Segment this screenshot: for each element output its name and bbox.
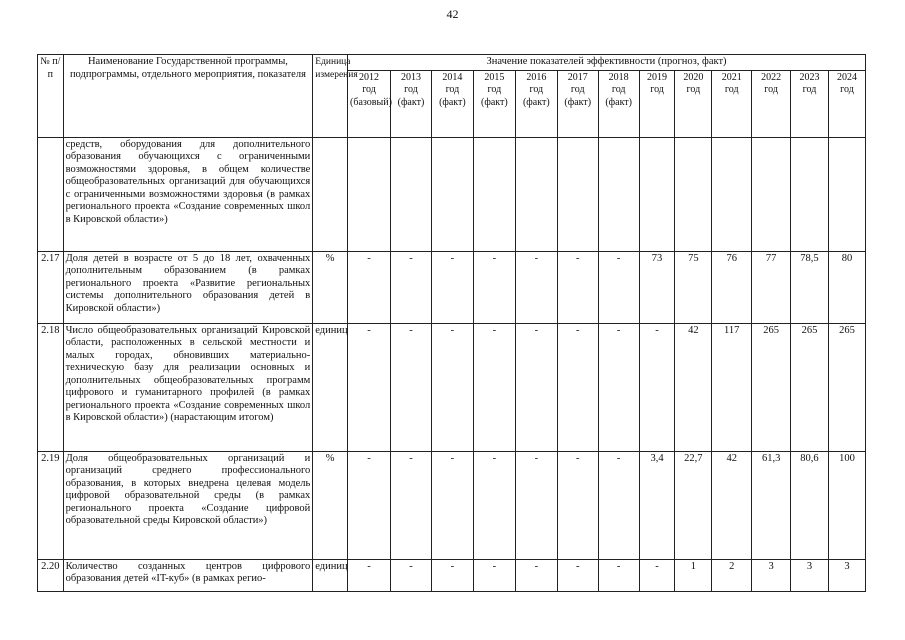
value-cell: -: [348, 251, 391, 323]
year-year: 2021: [721, 71, 742, 83]
value-cell: [473, 137, 515, 251]
unit-cell: единиц: [313, 323, 348, 451]
year-year: 2018: [608, 71, 629, 83]
year-sub: год: [802, 84, 817, 95]
value-cell: 80,6: [791, 451, 829, 559]
indicator-name: средств, оборудования для дополнительного образования обучающихся с ограниченными возможностями здоровья, в общем количестве общеобразовательных организаций для обучающихся с ограниченными возможностями здоровья (в рамках регионального проекта «Создание современных школ в Кировской области»): [63, 137, 313, 251]
year-year: 2013: [400, 71, 421, 83]
value-cell: [639, 137, 675, 251]
value-cell: -: [473, 451, 515, 559]
row-number: [38, 137, 64, 251]
year-header-7: [639, 70, 675, 137]
value-cell: -: [639, 323, 675, 451]
value-cell: -: [598, 323, 639, 451]
table-row: [38, 251, 866, 323]
row-number: 2.17: [38, 251, 64, 323]
year-year: 2020: [683, 71, 704, 83]
year-header-4: [515, 70, 557, 137]
row-number: 2.18: [38, 323, 64, 451]
year-header-1: [391, 70, 432, 137]
unit-cell: %: [313, 251, 348, 323]
year-sub: год: [840, 84, 854, 95]
table-row: [38, 451, 866, 559]
value-cell: -: [391, 559, 432, 591]
year-year: 2024: [836, 71, 857, 83]
value-cell: [791, 137, 829, 251]
page-number: 42: [446, 7, 459, 21]
value-cell: [675, 137, 712, 251]
header-unit: Единица измерения: [313, 55, 348, 138]
value-cell: -: [473, 559, 515, 591]
year-sub: год: [686, 84, 701, 95]
value-cell: 3,4: [639, 451, 675, 559]
year-header-2: [431, 70, 473, 137]
header-values: Значение показателей эффективности (прогноз, факт): [348, 55, 866, 71]
value-cell: -: [391, 451, 432, 559]
value-cell: -: [391, 323, 432, 451]
year-year: 2022: [761, 71, 782, 83]
value-cell: 78,5: [791, 251, 829, 323]
value-cell: -: [348, 559, 391, 591]
value-cell: -: [557, 559, 598, 591]
value-cell: -: [431, 251, 473, 323]
year-note: (факт): [481, 96, 508, 108]
value-cell: -: [431, 451, 473, 559]
year-header-12: [828, 70, 865, 137]
value-cell: -: [473, 323, 515, 451]
indicators-table: [37, 54, 866, 592]
value-cell: 42: [712, 451, 752, 559]
year-year: 2012: [359, 71, 380, 83]
year-header-9: [712, 70, 752, 137]
year-header-11: [791, 70, 829, 137]
row-number: 2.20: [38, 559, 64, 591]
value-cell: 77: [752, 251, 791, 323]
value-cell: -: [598, 251, 639, 323]
value-cell: 265: [791, 323, 829, 451]
value-cell: [712, 137, 752, 251]
value-cell: -: [557, 323, 598, 451]
header-num: № п/п: [38, 55, 64, 138]
value-cell: [431, 137, 473, 251]
year-sub: год: [445, 84, 460, 95]
value-cell: 80: [828, 251, 865, 323]
value-cell: -: [515, 323, 557, 451]
value-cell: 3: [828, 559, 865, 591]
value-cell: -: [391, 251, 432, 323]
header-name: Наименование Государственной программы, подпрограммы, отдельного мероприятия, показателя: [63, 55, 313, 138]
header-row: [38, 55, 866, 71]
unit-cell: %: [313, 451, 348, 559]
year-sub: год: [724, 84, 739, 95]
value-cell: [391, 137, 432, 251]
year-sub: год: [611, 84, 626, 95]
value-cell: -: [431, 323, 473, 451]
value-cell: -: [348, 451, 391, 559]
value-cell: 265: [828, 323, 865, 451]
value-cell: 42: [675, 323, 712, 451]
year-year: 2017: [567, 71, 588, 83]
value-cell: -: [515, 251, 557, 323]
year-note: (базовый): [350, 96, 392, 108]
unit-cell: единиц: [313, 559, 348, 591]
year-header-5: [557, 70, 598, 137]
value-cell: 76: [712, 251, 752, 323]
value-cell: -: [598, 559, 639, 591]
year-year: 2015: [484, 71, 505, 83]
year-year: 2016: [526, 71, 547, 83]
year-year: 2014: [442, 71, 463, 83]
value-cell: [828, 137, 865, 251]
value-cell: -: [515, 451, 557, 559]
value-cell: [557, 137, 598, 251]
value-cell: 117: [712, 323, 752, 451]
value-cell: [752, 137, 791, 251]
year-note: (факт): [605, 96, 633, 108]
value-cell: [515, 137, 557, 251]
year-header-6: [598, 70, 639, 137]
year-header-0: [348, 70, 391, 137]
indicator-name: Количество созданных центров цифрового образования детей «IT-куб» (в рамках регио-: [63, 559, 313, 591]
value-cell: 75: [675, 251, 712, 323]
row-number: 2.19: [38, 451, 64, 559]
year-year: 2023: [799, 71, 820, 83]
value-cell: 100: [828, 451, 865, 559]
indicator-name: Доля детей в возрасте от 5 до 18 лет, охваченных дополнительным образованием (в рамках регионального проекта «Развитие региональных системы дополнительного образования детей в Кировской области»): [63, 251, 313, 323]
year-note: (факт): [439, 96, 466, 108]
year-sub: год: [404, 84, 418, 95]
value-cell: -: [557, 451, 598, 559]
value-cell: -: [515, 559, 557, 591]
year-sub: год: [487, 84, 502, 95]
year-sub: год: [570, 84, 585, 95]
value-cell: -: [598, 451, 639, 559]
value-cell: 73: [639, 251, 675, 323]
value-cell: -: [348, 323, 391, 451]
table-row: [38, 559, 866, 591]
table-row: [38, 137, 866, 251]
value-cell: 3: [791, 559, 829, 591]
year-sub: год: [529, 84, 544, 95]
year-year: 2019: [647, 71, 668, 83]
value-cell: 2: [712, 559, 752, 591]
year-header-3: [473, 70, 515, 137]
value-cell: 22,7: [675, 451, 712, 559]
value-cell: -: [473, 251, 515, 323]
value-cell: 3: [752, 559, 791, 591]
value-cell: -: [639, 559, 675, 591]
year-sub: год: [362, 84, 376, 95]
value-cell: [598, 137, 639, 251]
indicator-name: Доля общеобразовательных организаций и организаций среднего профессионального образования, в которых внедрена целевая модель цифровой образовательной среды (в рамках регионального проекта «Создание цифровой образовательной среды Кировской области»): [63, 451, 313, 559]
value-cell: -: [557, 251, 598, 323]
value-cell: 1: [675, 559, 712, 591]
value-cell: 61,3: [752, 451, 791, 559]
year-sub: год: [650, 84, 664, 95]
year-header-10: [752, 70, 791, 137]
value-cell: [348, 137, 391, 251]
value-cell: 265: [752, 323, 791, 451]
unit-cell: [313, 137, 348, 251]
year-header-8: [675, 70, 712, 137]
value-cell: -: [431, 559, 473, 591]
year-note: (факт): [397, 96, 425, 108]
year-note: (факт): [522, 96, 550, 108]
indicator-name: Число общеобразовательных организаций Кировской области, расположенных в сельской местности и малых городах, обновивших материально-техническую базу для реализации основных и дополнительных общеобразовательных программ цифрового и гуманитарного профилей (в рамках регионального проекта «Создание современных школ в Кировской области») (нарастающим итогом): [63, 323, 313, 451]
year-sub: год: [764, 84, 778, 95]
table-row: [38, 323, 866, 451]
year-note: (факт): [564, 96, 592, 108]
